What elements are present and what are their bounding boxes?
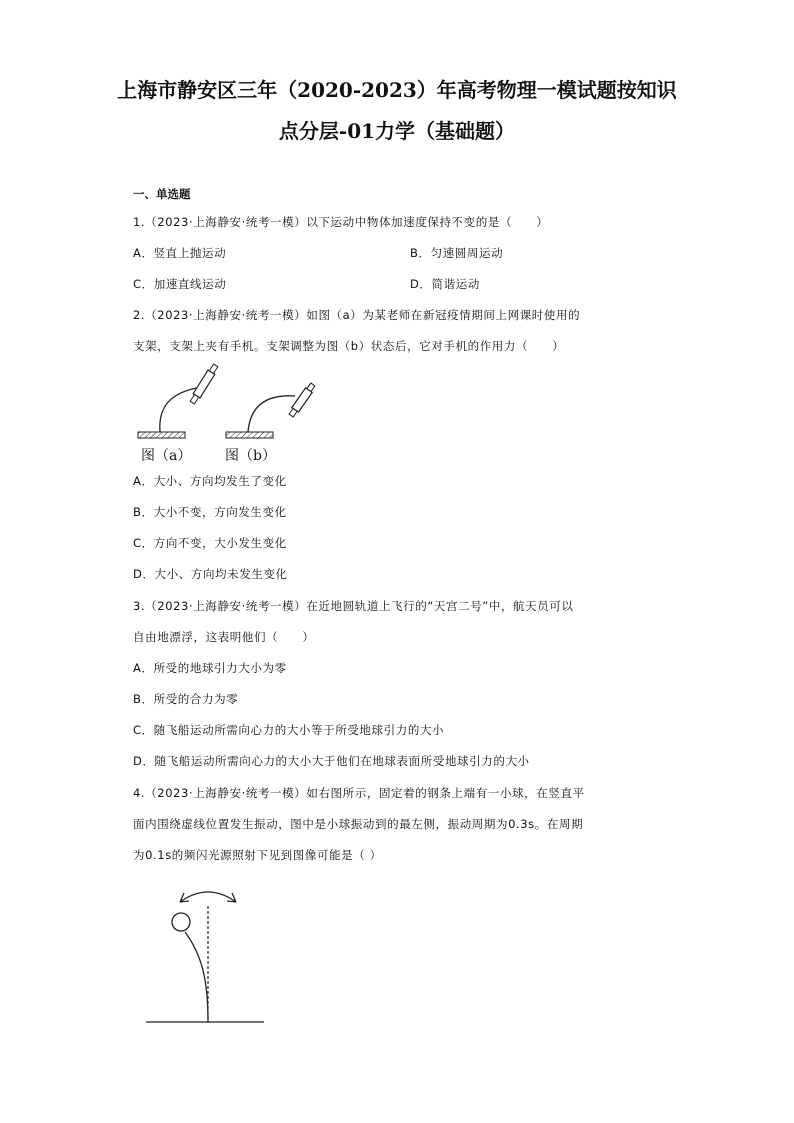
document-title-line-1: 上海市静安区三年（2020-2023）年高考物理一模试题按知识 — [117, 78, 677, 102]
stand-a-diagram — [138, 363, 219, 438]
question-1-option-b: B．匀速圆周运动 — [410, 246, 504, 260]
question-2-stem-line-2: 支架，支架上夹有手机。支架调整为图（b）状态后，它对手机的作用力（ ） — [133, 339, 565, 353]
figure-b-caption: 图（b） — [225, 448, 276, 464]
ball — [172, 913, 190, 931]
question-3-option-c: C．随飞船运动所需向心力的大小等于所受地球引力的大小 — [133, 723, 445, 737]
question-3-stem-line-2: 自由地漂浮，这表明他们（ ） — [133, 630, 315, 644]
question-4-stem-line-1: 4.（2023·上海静安·统考一模）如右图所示，固定着的钢条上端有一小球，在竖直平 — [133, 786, 585, 800]
question-2-option-b: B．大小不变，方向发生变化 — [133, 505, 287, 519]
vibrating-rod-figure — [140, 880, 270, 1030]
section-heading: 一、单选题 — [133, 187, 191, 201]
document-title-line-2: 点分层-01力学（基础题） — [278, 119, 516, 143]
question-3-stem-line-1: 3.（2023·上海静安·统考一模）在近地圆轨道上飞行的“天宫二号”中，航天员可以 — [133, 599, 574, 613]
question-1-option-d: D．简谐运动 — [410, 277, 480, 291]
question-3-option-d: D．随飞船运动所需向心力的大小大于他们在地球表面所受地球引力的大小 — [133, 754, 530, 768]
question-2-option-c: C．方向不变，大小发生变化 — [133, 536, 287, 550]
question-2-stem-line-1: 2.（2023·上海静安·统考一模）如图（a）为某老师在新冠疫情期间上网课时使用的 — [133, 308, 581, 322]
phone-stand-figure — [130, 362, 290, 442]
question-4-stem-line-3: 为0.1s的频闪光源照射下见到图像可能是（ ） — [133, 848, 382, 862]
question-1-option-a: A．竖直上抛运动 — [133, 246, 227, 260]
question-4-stem-line-2: 面内围绕虚线位置发生振动，图中是小球振动到的最左侧，振动周期为0.3s。在周期 — [133, 817, 584, 831]
question-1-stem: 1.（2023·上海静安·统考一模）以下运动中物体加速度保持不变的是（ ） — [133, 215, 549, 229]
figure-a-caption: 图（a） — [141, 448, 192, 464]
oscillation-arrow-icon — [180, 892, 236, 902]
question-2-option-a: A．大小、方向均发生了变化 — [133, 474, 287, 488]
question-3-option-b: B．所受的合力为零 — [133, 692, 239, 706]
stand-b-diagram — [226, 382, 316, 438]
steel-rod — [185, 932, 208, 1022]
question-1-option-c: C．加速直线运动 — [133, 277, 227, 291]
question-2-option-d: D．大小、方向均未发生变化 — [133, 567, 288, 581]
question-3-option-a: A．所受的地球引力大小为零 — [133, 661, 287, 675]
